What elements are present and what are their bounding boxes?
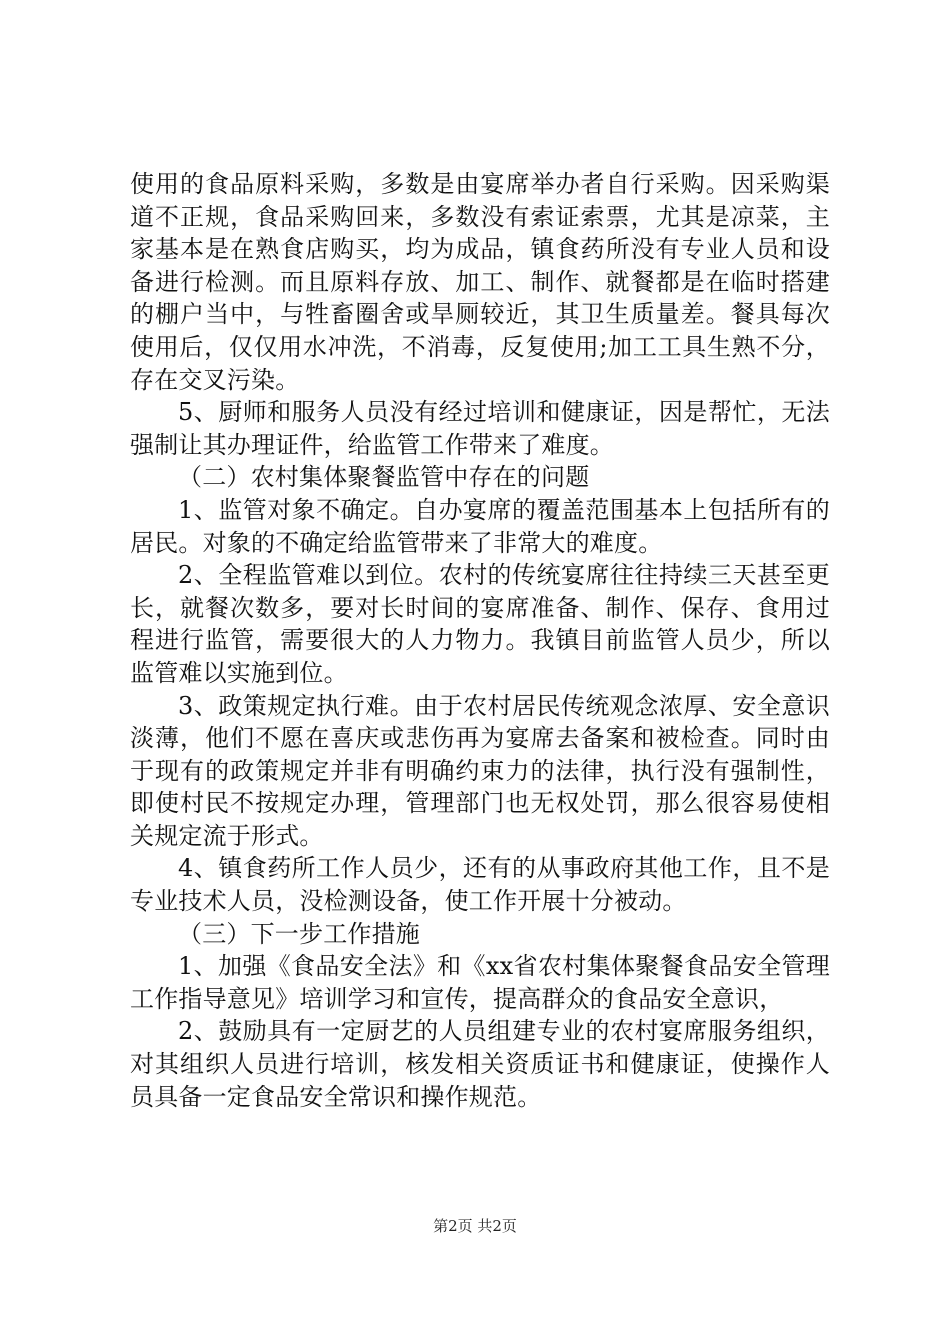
section-heading-2: （二）农村集体聚餐监管中存在的问题 — [178, 463, 590, 492]
paragraph-issue-3: 3、政策规定执行难。由于农村居民传统观念浓厚、安全意识淡薄，他们不愿在喜庆或悲伤再为宴席去备案和被检查。同时由于现有的政策规定并非有明确约束力的法律，执行没有强制性，即使村民不按规定办理，管理部门也无权处罚，那么很容易使相关规定流于形式。 — [130, 691, 830, 850]
document-body — [130, 168, 830, 1113]
paragraph-issue-1: 1、监管对象不确定。自办宴席的覆盖范围基本上包括所有的居民。对象的不确定给监管带来了非常大的难度。 — [130, 495, 830, 557]
page-footer: 第2页 共2页 — [433, 1217, 517, 1235]
paragraph-continued: 使用的食品原料采购，多数是由宴席举办者自行采购。因采购渠道不正规，食品采购回来，多数没有索证索票，尤其是凉菜，主家基本是在熟食店购买，均为成品，镇食药所没有专业人员和设备进行检测。而且原料存放、加工、制作、就餐都是在临时搭建的棚户当中，与牲畜圈舍或旱厕较近，其卫生质量差。餐具每次使用后，仅仅用水冲洗，不消毒，反复使用;加工工具生熟不分，存在交叉污染。 — [130, 170, 830, 394]
paragraph-issue-4: 4、镇食药所工作人员少，还有的从事政府其他工作，且不是专业技术人员，没检测设备，使工作开展十分被动。 — [130, 854, 830, 916]
section-heading-3: （三）下一步工作措施 — [178, 919, 420, 948]
paragraph-measure-2: 2、鼓励具有一定厨艺的人员组建专业的农村宴席服务组织，对其组织人员进行培训，核发相关资质证书和健康证，使操作人员具备一定食品安全常识和操作规范。 — [130, 1017, 830, 1111]
paragraph-measure-1: 1、加强《食品安全法》和《xx省农村集体聚餐食品安全管理工作指导意见》培训学习和宣传，提高群众的食品安全意识， — [130, 952, 830, 1013]
paragraph-item-5: 5、厨师和服务人员没有经过培训和健康证，因是帮忙，无法强制让其办理证件，给监管工作带来了难度。 — [130, 398, 830, 459]
paragraph-issue-2: 2、全程监管难以到位。农村的传统宴席往往持续三天甚至更长，就餐次数多，要对长时间的宴席准备、制作、保存、食用过程进行监管，需要很大的人力物力。我镇目前监管人员少，所以监管难以实施到位。 — [130, 561, 830, 687]
